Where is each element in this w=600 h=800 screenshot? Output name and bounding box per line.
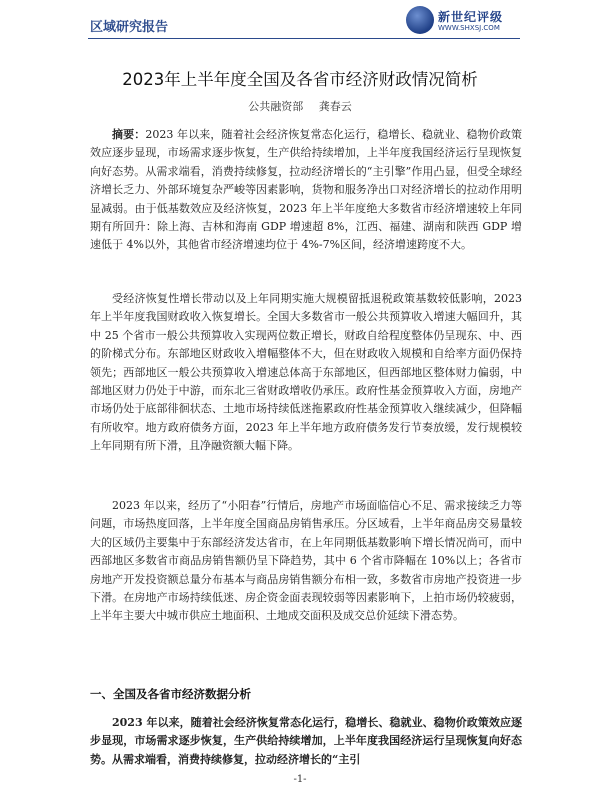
report-type-label: 区域研究报告 [90, 20, 169, 35]
page-header [0, 0, 600, 48]
abstract-label: 摘要： [112, 128, 146, 141]
logo-name: 新世纪评级 [438, 10, 504, 24]
logo-emblem-icon [406, 6, 434, 34]
abstract-paragraph [90, 126, 522, 255]
page-number: -1- [293, 774, 307, 785]
author-line [0, 98, 600, 114]
body-paragraph-3: 2023 年以来，经历了“小阳春”行情后，房地产市场面临信心不足、需求接续乏力等问题，市场热度回落，上半年度全国商品房销售承压。分区域看，上半年商品房交易量较大的区域仍主要集中于东部经济发达省市，在上年同期低基数影响下增长情况尚可，而中西部地区多数省市商品房销售额仍呈下降趋势，其中 6 个省市降幅在 10%以上；各省市房地产开发投资额总量分布基本与商品房销售额分布相一致，多数省市房地产投资进一步下滑。在房地产市场持续低迷、房企资金面表现较弱等因素影响下，上拍市场仍较疲弱，上半年主要大中城市供应土地面积、土地成交面积及成交总价延续下滑态势。 [90, 499, 522, 623]
body-paragraph-2: 受经济恢复性增长带动以及上年同期实施大规模留抵退税政策基数较低影响，2023 年上半年度我国财政收入恢复增长。全国大多数省市一般公共预算收入增速大幅回升，其中 25 个省市一般公共预算收入实现两位数正增长，财政自给程度整体仍呈现东、中、西的阶梯式分布。东部地区财政收入增幅整体不大，但在财政收入规模和自给率方面仍保持领先；西部地区一般公共预算收入增速总体高于东部地区，但西部地区整体财力偏弱，中部地区财力仍处于中游，而东北三省财政增收仍承压。政府性基金预算收入方面，房地产市场仍处于底部徘徊状态、土地市场持续低迷拖累政府性基金预算收入继续减少，但降幅有所收窄。地方政府债务方面，2023 年上半年地方政府债务发行节奏放缓，发行规模较上年同期有所下滑，且净融资额大幅下降。 [90, 292, 522, 453]
logo-url: WWW.SHXSJ.COM [438, 24, 500, 32]
section-1-heading: 一、全国及各省市经济数据分析 [90, 687, 251, 701]
abstract-text: 2023 年以来，随着社会经济恢复常态化运行，稳增长、稳就业、稳物价政策效应逐步显现，市场需求逐步恢复，生产供给持续增加，上半年度我国经济运行呈现恢复向好态势。从需求端看，消费持续修复，拉动经济增长的“主引擎”作用凸显，但受全球经济增长乏力、外部环境复杂严峻等因素影响，货物和服务净出口对经济增长的拉动作用明显减弱。由于低基数效应及经济恢复，2023 年上半年度绝大多数省市经济增速较上年同期有所回升：除上海、吉林和海南 GDP 增速超 8%，江西、福建、湖南和陕西 GDP 增速低于 4%以外，其他省市经济增速均位于 4%-7%区间，经济增速跨度不大。 [90, 128, 522, 252]
section-1-paragraph: 2023 年以来，随着社会经济恢复常态化运行，稳增长、稳就业、稳物价政策效应逐步显现，市场需求逐步恢复，生产供给持续增加，上半年度我国经济运行呈现恢复向好态势。从需求端看，消费持续修复，拉动经济增长的“主引 [90, 716, 522, 766]
author-name: 龚春云 [318, 100, 352, 113]
header-divider [88, 38, 520, 39]
company-logo [406, 6, 526, 38]
document-title: 2023年上半年度全国及各省市经济财政情况简析 [122, 70, 478, 89]
department-label: 公共融资部 [248, 100, 304, 113]
